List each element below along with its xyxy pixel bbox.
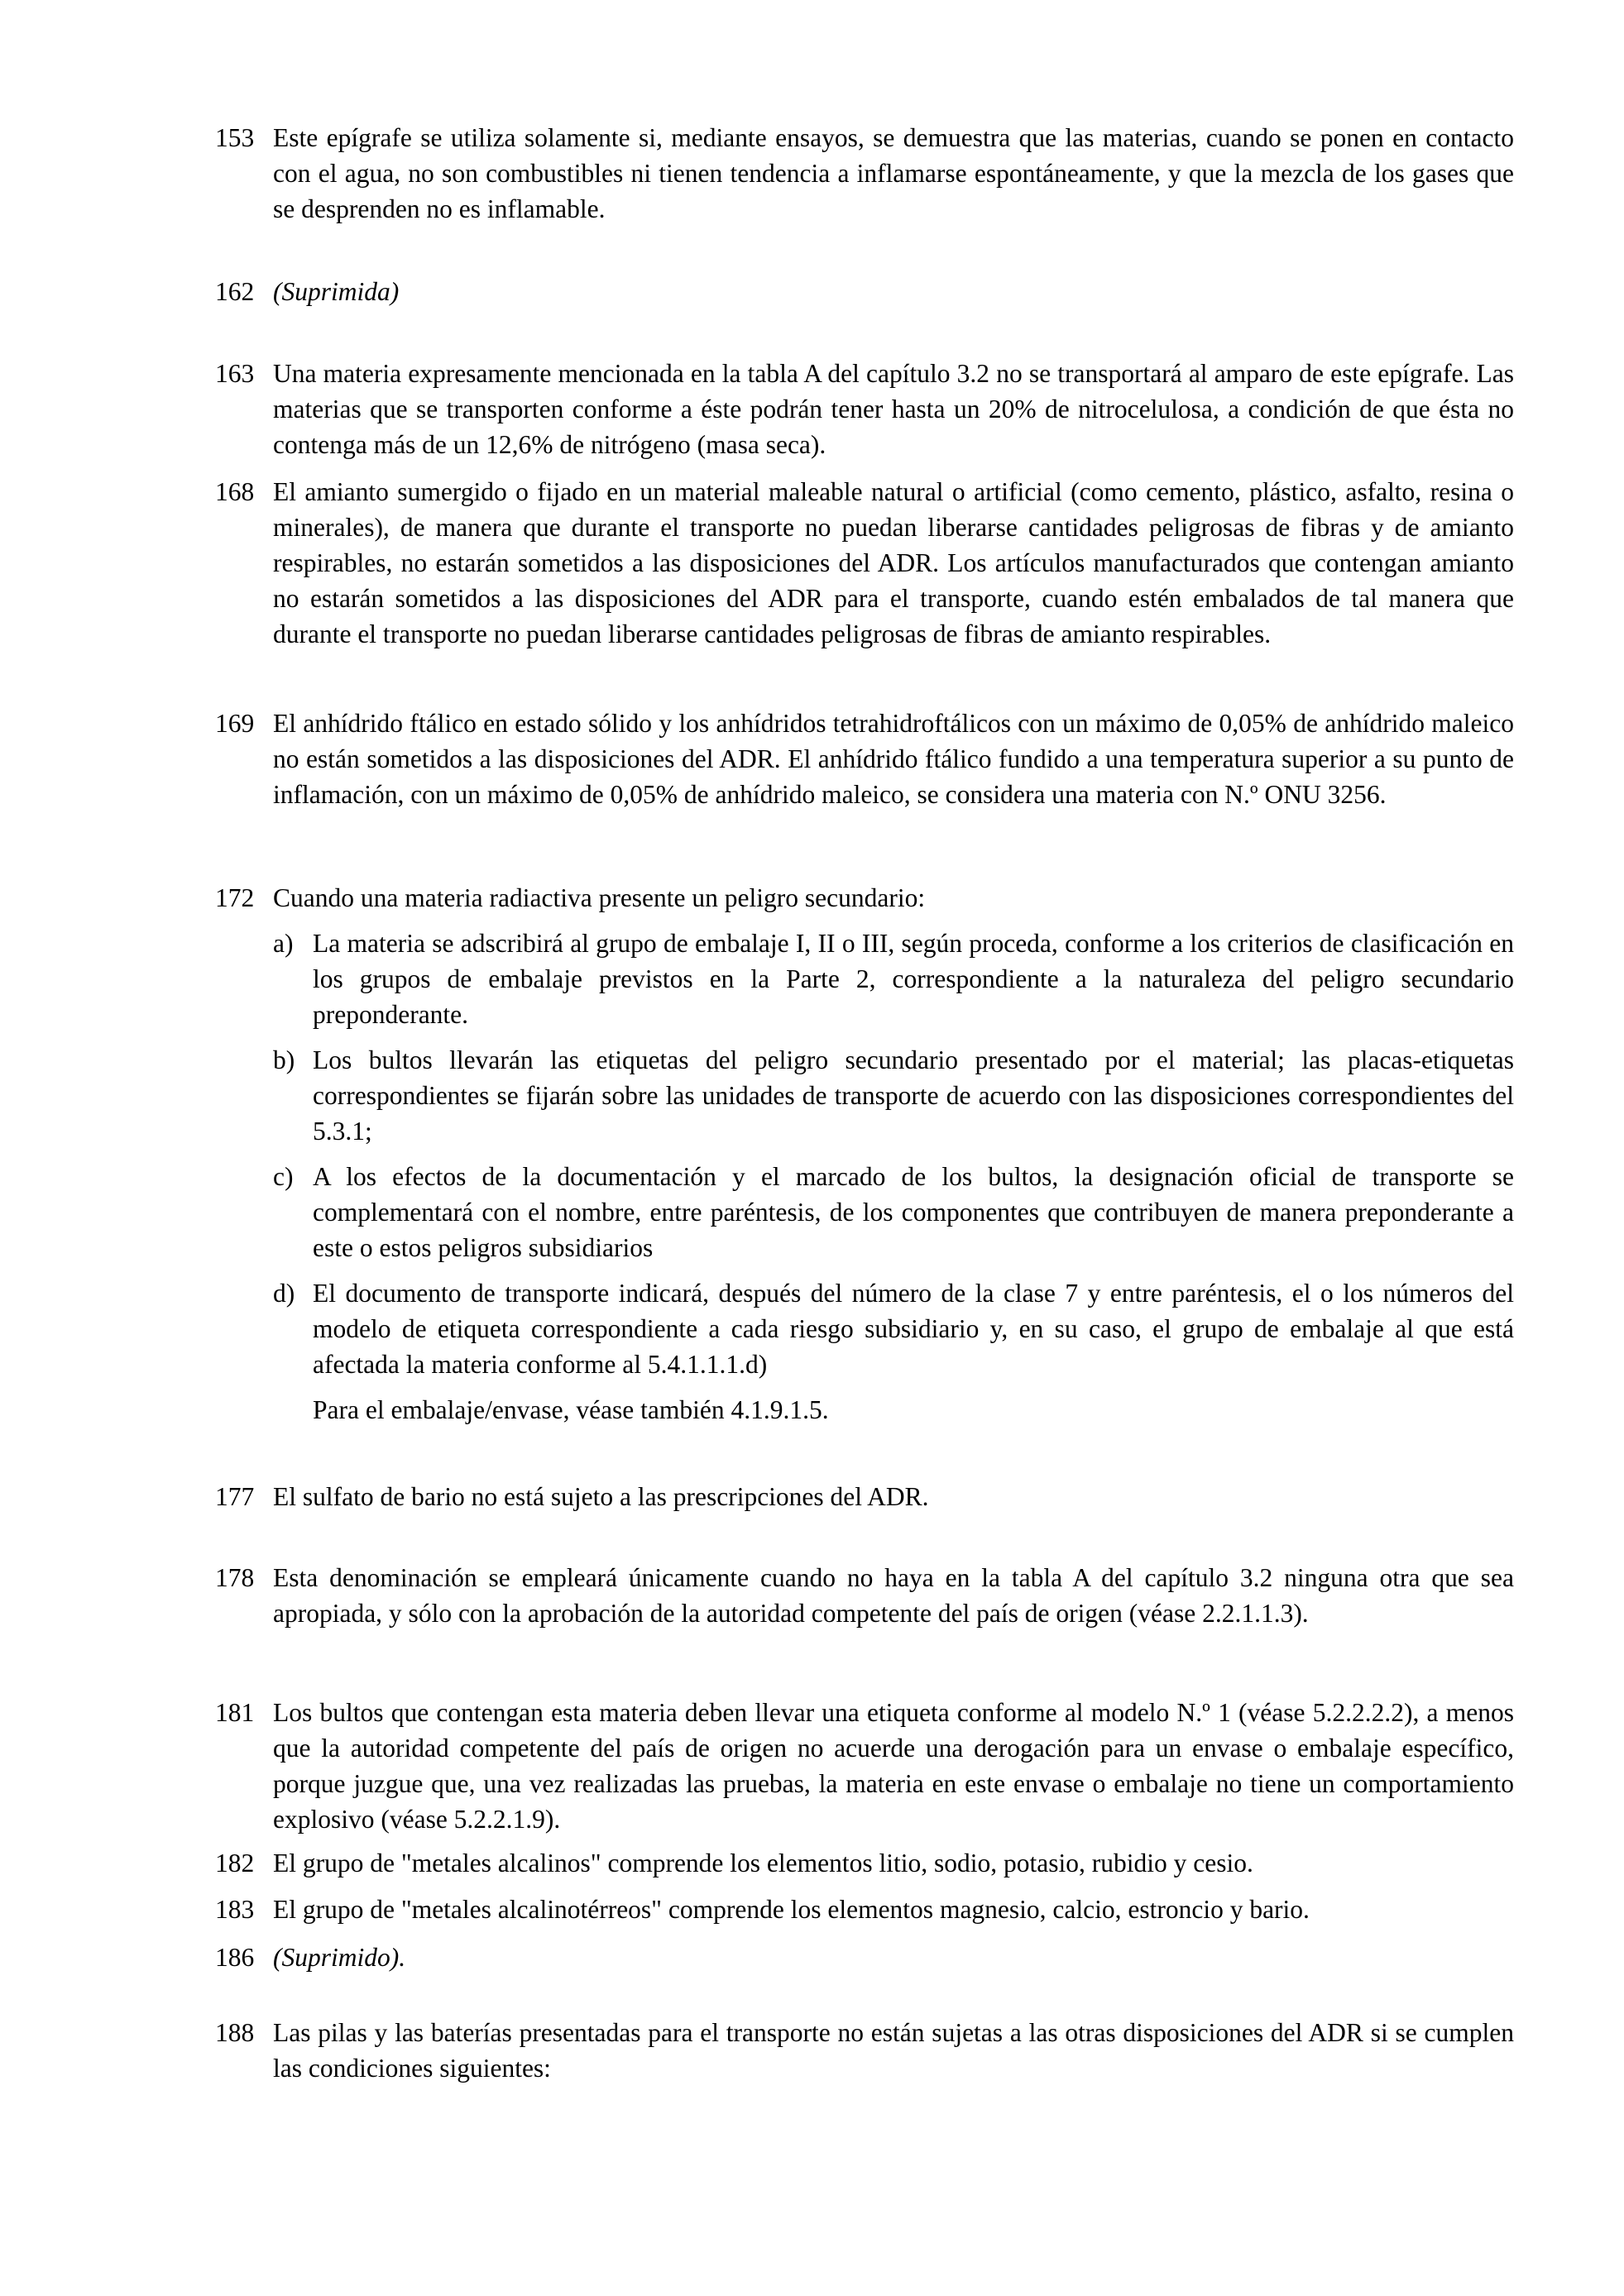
sub-item-text: A los efectos de la documentación y el marcado de los bultos, la designación oficial de transporte se complementará con el nombre, entre paréntesis, de los componentes que contribuyen de manera preponderante a este o estos peligros subsidiarios <box>313 1162 1514 1262</box>
provision-text: Esta denominación se empleará únicamente cuando no haya en la tabla A del capítulo 3.2 ninguna otra que sea apropiada, y sólo con la aprobación de la autoridad competente del país de origen (véase 2.2.1.1.3). <box>273 1563 1514 1628</box>
provision-168 <box>215 474 1514 652</box>
provision-number: 177 <box>215 1482 255 1511</box>
provision-153 <box>215 120 1514 227</box>
provision-177 <box>215 1479 1514 1514</box>
provision-number: 172 <box>215 883 255 912</box>
sub-item-text: La materia se adscribirá al grupo de embalaje I, II o III, según proceda, conforme a los criterios de clasificación en los grupos de embalaje previstos en la Parte 2, correspondiente a la naturaleza del peligro secundario preponderante. <box>313 929 1514 1029</box>
sub-item-b <box>273 1042 1514 1149</box>
provision-note: Para el embalaje/envase, véase también 4.1.9.1.5. <box>313 1395 829 1424</box>
sub-item-text: Los bultos llevarán las etiquetas del peligro secundario presentado por el material; las placas-etiquetas correspondientes se fijarán sobre las unidades de transporte de acuerdo con las disposiciones correspondientes del 5.3.1; <box>313 1045 1514 1146</box>
provision-188 <box>215 2015 1514 2086</box>
sub-item-label: c) <box>273 1162 294 1191</box>
sub-item-d <box>273 1275 1514 1382</box>
provision-text: (Suprimido). <box>273 1943 406 1972</box>
provision-text: (Suprimida) <box>273 277 400 306</box>
provision-number: 153 <box>215 123 255 152</box>
provision-186 <box>215 1940 1514 1975</box>
provision-number: 181 <box>215 1698 255 1727</box>
provision-text: El grupo de "metales alcalinotérreos" comprende los elementos magnesio, calcio, estroncio y bario. <box>273 1895 1310 1924</box>
provision-text: El anhídrido ftálico en estado sólido y los anhídridos tetrahidroftálicos con un máximo de 0,05% de anhídrido maleico no están sometidos a las disposiciones del ADR. El anhídrido ftálico fundido a una temperatura superior a su punto de inflamación, con un máximo de 0,05% de anhídrido maleico, se considera una materia con N.º ONU 3256. <box>273 709 1514 809</box>
provision-text: El grupo de "metales alcalinos" comprende los elementos litio, sodio, potasio, rubidio y cesio. <box>273 1849 1253 1877</box>
provision-number: 162 <box>215 277 255 306</box>
provision-text: Cuando una materia radiactiva presente un peligro secundario: <box>273 883 926 912</box>
provision-172 <box>215 880 1514 1428</box>
sub-item-text: El documento de transporte indicará, después del número de la clase 7 y entre paréntesis, el o los números del modelo de etiqueta correspondiente a cada riesgo subsidiario y, en su caso, el grupo de embalaje al que está afectada la materia conforme al 5.4.1.1.1.d) <box>313 1279 1514 1379</box>
provision-text: Este epígrafe se utiliza solamente si, mediante ensayos, se demuestra que las materias, cuando se ponen en contacto con el agua, no son combustibles ni tienen tendencia a inflamarse espontáneamente, y que la mezcla de los gases que se desprenden no es inflamable. <box>273 123 1514 223</box>
provision-number: 169 <box>215 709 255 738</box>
provision-number: 188 <box>215 2018 255 2047</box>
sub-item-label: d) <box>273 1279 295 1308</box>
provision-181 <box>215 1695 1514 1837</box>
provision-number: 178 <box>215 1563 255 1592</box>
provision-162 <box>215 274 1514 309</box>
provision-163 <box>215 356 1514 462</box>
provision-text: Una materia expresamente mencionada en la tabla A del capítulo 3.2 no se transportará al amparo de este epígrafe. Las materias que se transporten conforme a éste podrán tener hasta un 20% de nitrocelulosa, a condición de que ésta no contenga más de un 12,6% de nitrógeno (masa seca). <box>273 359 1514 459</box>
provision-number: 163 <box>215 359 255 388</box>
provision-text: El amianto sumergido o fijado en un material maleable natural o artificial (como cemento, plástico, asfalto, resina o minerales), de manera que durante el transporte no puedan liberarse cantidades peligrosas de fibras y de amianto respirables, no estarán sometidos a las disposiciones del ADR. Los artículos manufacturados que contengan amianto no estarán sometidos a las disposiciones del ADR para el transporte, cuando estén embalados de tal manera que durante el transporte no puedan liberarse cantidades peligrosas de fibras de amianto respirables. <box>273 477 1514 648</box>
sub-item-c <box>273 1159 1514 1265</box>
provision-182 <box>215 1845 1514 1881</box>
provision-178 <box>215 1560 1514 1631</box>
sub-item-label: b) <box>273 1045 295 1074</box>
provision-169 <box>215 706 1514 812</box>
provision-number: 183 <box>215 1895 255 1924</box>
provision-183 <box>215 1892 1514 1927</box>
provision-text: Los bultos que contengan esta materia deben llevar una etiqueta conforme al modelo N.º 1 (véase 5.2.2.2.2), a menos que la autoridad competente del país de origen no acuerde una derogación para un envase o embalaje específico, porque juzgue que, una vez realizadas las pruebas, la materia en este envase o embalaje no tiene un comportamiento explosivo (véase 5.2.2.1.9). <box>273 1698 1514 1834</box>
provision-number: 186 <box>215 1943 255 1972</box>
sub-item-label: a) <box>273 929 294 958</box>
provision-number: 182 <box>215 1849 255 1877</box>
provision-number: 168 <box>215 477 255 506</box>
sub-item-list <box>273 926 1514 1428</box>
provision-text: Las pilas y las baterías presentadas para el transporte no están sujetas a las otras disposiciones del ADR si se cumplen las condiciones siguientes: <box>273 2018 1514 2083</box>
sub-item-a <box>273 926 1514 1032</box>
provision-text: El sulfato de bario no está sujeto a las prescripciones del ADR. <box>273 1482 929 1511</box>
